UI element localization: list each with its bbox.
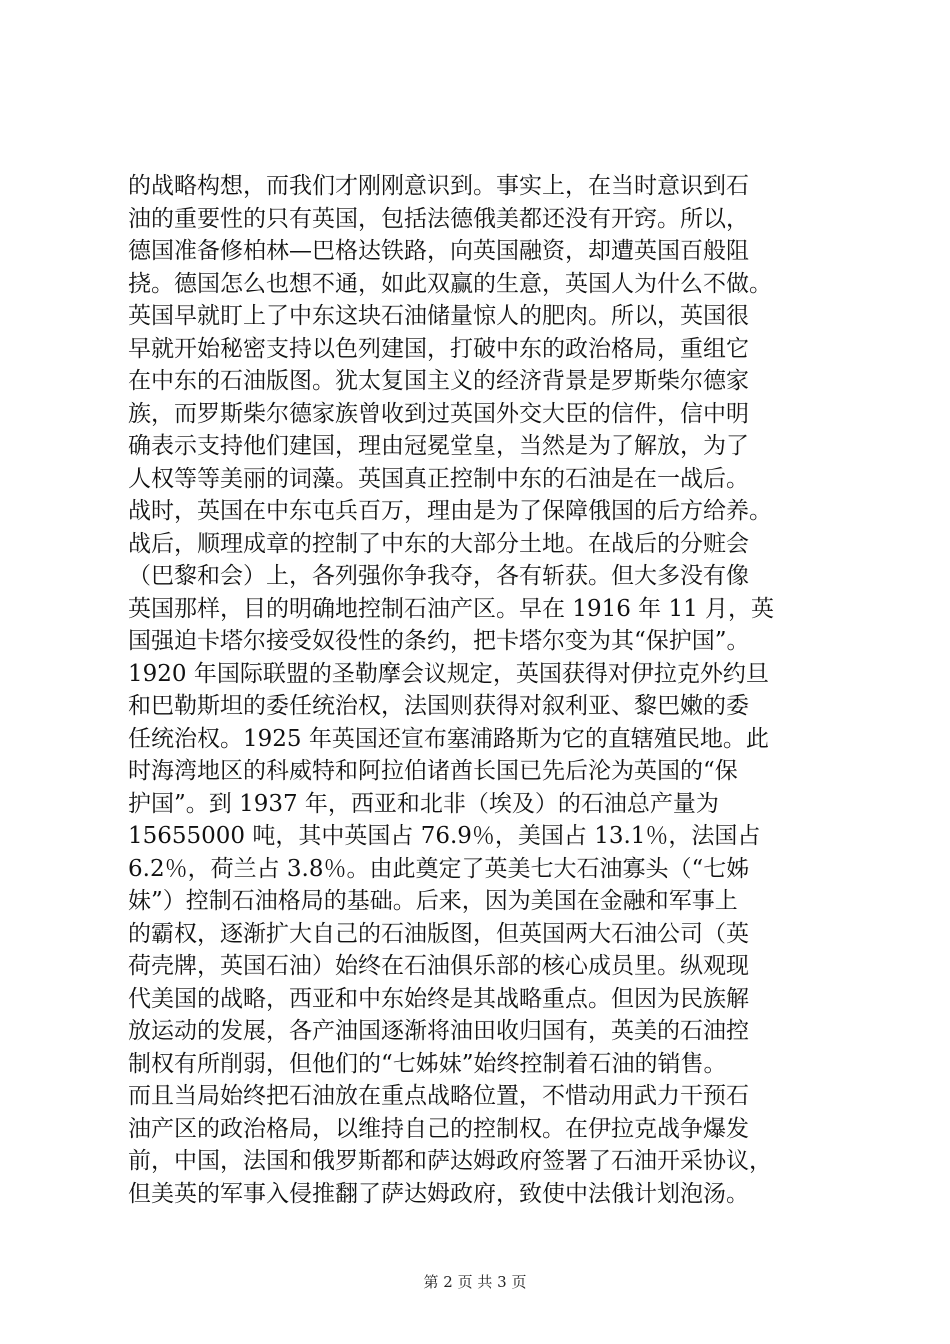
text-line: 护国”。到 1937 年，西亚和北非（埃及）的石油总产量为 bbox=[128, 790, 719, 817]
page-number-footer: 第 2 页 共 3 页 bbox=[423, 1273, 527, 1291]
text-line: 挠。德国怎么也想不通，如此双赢的生意，英国人为什么不做。 bbox=[128, 270, 772, 297]
text-line: 前，中国，法国和俄罗斯都和萨达姆政府签署了石油开采协议， bbox=[128, 1148, 772, 1174]
text-line: 制权有所削弱，但他们的“七姊妹”始终控制着石油的销售。 bbox=[128, 1050, 727, 1077]
text-line: 但美英的军事入侵推翻了萨达姆政府，致使中法俄计划泡汤。 bbox=[128, 1180, 749, 1207]
text-line: 时海湾地区的科威特和阿拉伯诸酋长国已先后沦为英国的“保 bbox=[128, 758, 738, 784]
text-line: 油产区的政治格局，以维持自己的控制权。在伊拉克战争爆发 bbox=[128, 1115, 749, 1142]
text-line: 英国那样，目的明确地控制石油产区。早在 1916 年 11 月，英 bbox=[128, 595, 775, 622]
text-line: 荷壳牌，英国石油）始终在石油俱乐部的核心成员里。纵观现 bbox=[128, 953, 749, 979]
text-line: （巴黎和会）上，各列强你争我夺，各有斩获。但大多没有像 bbox=[128, 563, 749, 589]
text-line: 德国准备修柏林—巴格达铁路，向英国融资，却遭英国百般阻 bbox=[128, 238, 749, 264]
text-line: 战时，英国在中东屯兵百万，理由是为了保障俄国的后方给养。 bbox=[128, 498, 772, 524]
text-line: 英国早就盯上了中东这块石油储量惊人的肥肉。所以，英国很 bbox=[128, 303, 749, 329]
body-paragraph bbox=[128, 170, 843, 1210]
text-line: 的战略构想，而我们才刚刚意识到。事实上，在当时意识到石 bbox=[128, 173, 749, 199]
text-line: 早就开始秘密支持以色列建国，打破中东的政治格局，重组它 bbox=[128, 335, 749, 362]
text-line: 和巴勒斯坦的委任统治权，法国则获得对叙利亚、黎巴嫩的委 bbox=[128, 693, 749, 719]
text-line: 放运动的发展，各产油国逐渐将油田收归国有，英美的石油控 bbox=[128, 1018, 749, 1044]
text-line: 6.2％，荷兰占 3.8％。由此奠定了英美七大石油寡头（“七姊 bbox=[128, 855, 750, 882]
text-line: 15655000 吨，其中英国占 76.9％，美国占 13.1％，法国占 bbox=[128, 823, 761, 849]
text-line: 国强迫卡塔尔接受奴役性的条约，把卡塔尔变为其“保护国”。 bbox=[128, 628, 750, 654]
text-line: 确表示支持他们建国，理由冠冕堂皇，当然是为了解放，为了 bbox=[128, 433, 749, 459]
text-line: 任统治权。1925 年英国还宣布塞浦路斯为它的直辖殖民地。此 bbox=[128, 725, 769, 752]
text-line: 1920 年国际联盟的圣勒摩会议规定，英国获得对伊拉克外约旦 bbox=[128, 660, 769, 687]
text-line: 油的重要性的只有英国，包括法德俄美都还没有开窍。所以， bbox=[128, 205, 749, 232]
text-line: 代美国的战略，西亚和中东始终是其战略重点。但因为民族解 bbox=[128, 985, 749, 1012]
text-line: 族，而罗斯柴尔德家族曾收到过英国外交大臣的信件，信中明 bbox=[128, 400, 749, 427]
text-line: 的霸权，逐渐扩大自己的石油版图，但英国两大石油公司（英 bbox=[128, 920, 749, 947]
text-line: 在中东的石油版图。犹太复国主义的经济背景是罗斯柴尔德家 bbox=[128, 368, 749, 394]
text-line: 而且当局始终把石油放在重点战略位置，不惜动用武力干预石 bbox=[128, 1083, 749, 1109]
text-line: 战后，顺理成章的控制了中东的大部分土地。在战后的分赃会 bbox=[128, 530, 749, 557]
text-line: 妹”）控制石油格局的基础。后来，因为美国在金融和军事上 bbox=[128, 888, 738, 914]
text-line: 人权等等美丽的词藻。英国真正控制中东的石油是在一战后。 bbox=[128, 465, 749, 492]
